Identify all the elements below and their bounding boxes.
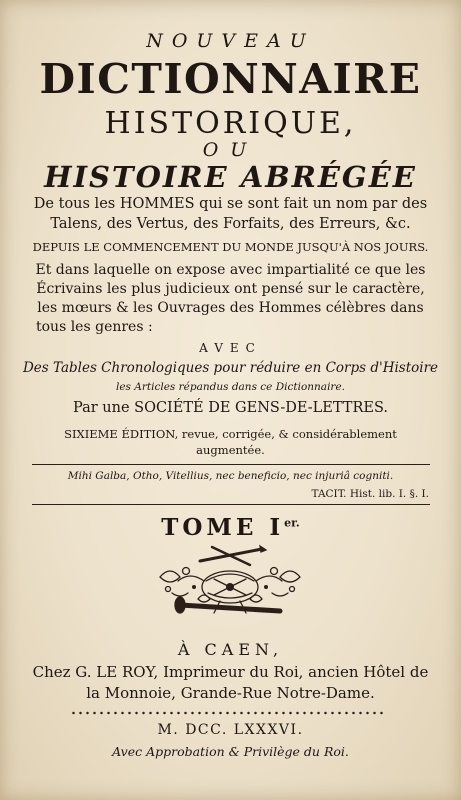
tome-label: TOME I <box>161 514 285 541</box>
subtitle-line-3: DEPUIS LE COMMENCEMENT DU MONDE JUSQU'À NOS JOURS. <box>32 240 429 254</box>
avec-label: AVEC <box>199 341 262 355</box>
dotted-rule <box>70 710 386 716</box>
description-line-1: Et dans laquelle on expose avec impartialité ce que les <box>35 262 426 278</box>
description-line-4: tous les genres : <box>36 319 153 335</box>
floral-trophy-ornament-icon <box>150 541 310 625</box>
avec-line-1: Des Tables Chronologiques pour réduire en Corps d'Histoire <box>22 360 439 376</box>
description-line-2: Écrivains les plus judicieux ont pensé sur le caractère, <box>36 281 425 297</box>
epigraph-quote: Mihi Galba, Otho, Vitellius, nec beneficio, nec injuriâ cogniti. <box>67 470 394 482</box>
edition-line-2: augmentée. <box>196 443 265 457</box>
imprint-line-2: la Monnoie, Grande-Rue Notre-Dame. <box>86 684 375 702</box>
society-line: Par une SOCIÉTÉ DE GENS-DE-LETTRES. <box>72 400 389 416</box>
title-ou: OU <box>202 139 259 161</box>
avec-line-2: les Articles répandus dans ce Dictionnaire. <box>115 381 346 393</box>
title-nouveau <box>0 30 461 52</box>
title-histoire-abregee: HISTOIRE ABRÉGÉE <box>44 160 417 194</box>
title-historique: HISTORIQUE, <box>104 106 357 141</box>
tome-suffix: er. <box>284 516 300 530</box>
publication-date: M. DCC. LXXXVI. <box>157 722 304 738</box>
imprint-line-1: Chez G. LE ROY, Imprimeur du Roi, ancien Hôtel de <box>32 663 429 681</box>
privilege-line: Avec Approbation & Privilège du Roi. <box>112 744 349 759</box>
subtitle-line-1: De tous les HOMMES qui se sont fait un nom par des <box>33 196 428 212</box>
description-line-3: les mœurs & les Ouvrages des Hommes célèbres dans <box>37 300 424 316</box>
top-rule <box>32 464 430 465</box>
title-nouveau-text: NOUVEAU <box>146 30 315 52</box>
imprint-city: À CAEN, <box>177 640 284 659</box>
bottom-rule <box>32 504 430 505</box>
epigraph-source: TACIT. Hist. lib. I. §. I. <box>311 488 429 500</box>
tome-heading <box>0 514 461 541</box>
edition-line-1: SIXIEME ÉDITION, revue, corrigée, & considérablement <box>64 427 397 441</box>
subtitle-line-2: Talens, des Vertus, des Forfaits, des Erreurs, &c. <box>50 216 411 232</box>
title-dictionnaire: DICTIONNAIRE <box>39 55 422 103</box>
